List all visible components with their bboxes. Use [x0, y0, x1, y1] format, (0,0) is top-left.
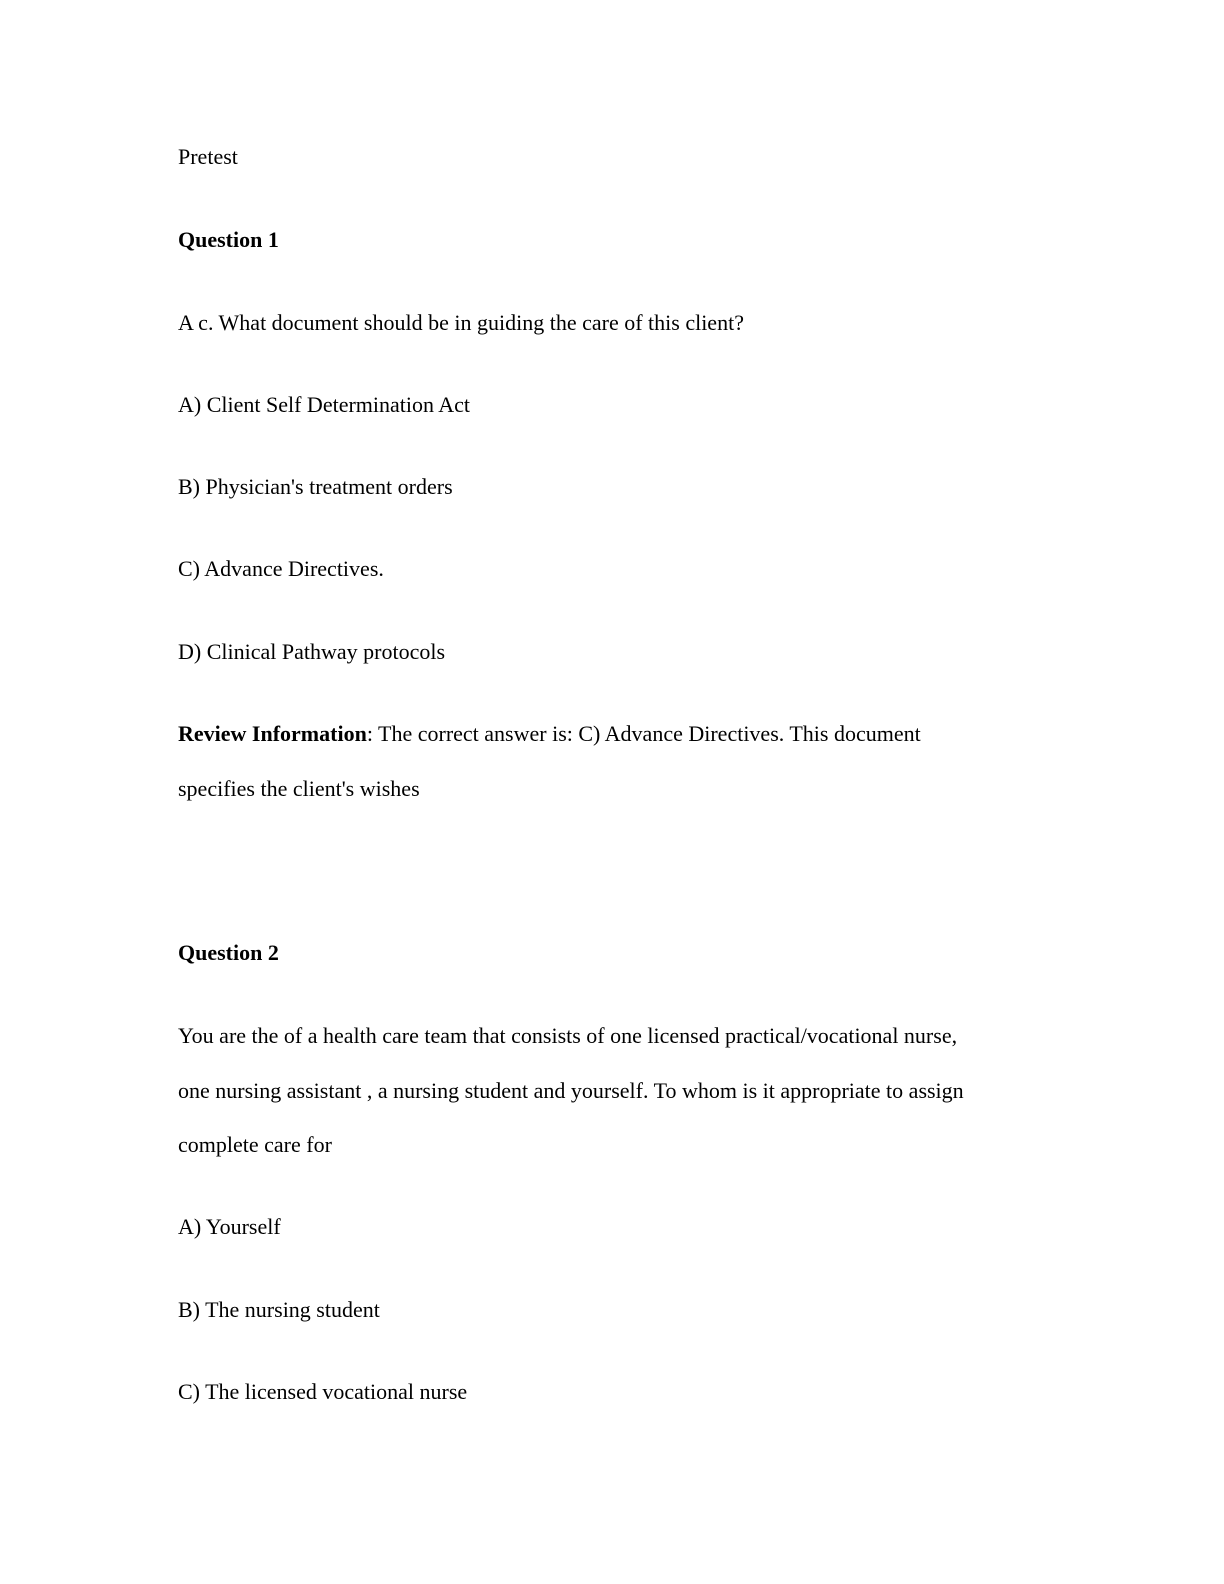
review-text-line1: : The correct answer is: C) Advance Directives. This document	[366, 721, 921, 746]
question-2-option-a: A) Yourself	[178, 1214, 281, 1239]
question-1-option-b: B) Physician's treatment orders	[178, 474, 453, 499]
question-2-option-b: B) The nursing student	[178, 1297, 380, 1322]
question-1-option-c: C) Advance Directives.	[178, 556, 384, 581]
question-2-option-c: C) The licensed vocational nurse	[178, 1379, 468, 1404]
question-2-heading: Question 2	[178, 940, 279, 965]
review-label: Review Information	[178, 721, 367, 746]
question-2-stem-line3: complete care for	[178, 1132, 332, 1157]
question-1-option-a: A) Client Self Determination Act	[178, 392, 471, 417]
question-2-stem-line1: You are the of a health care team that consists of one licensed practical/vocational nurse,	[178, 1023, 958, 1048]
document-title: Pretest	[178, 144, 238, 169]
question-1-stem: A c. What document should be in guiding the care of this client?	[178, 310, 744, 335]
question-1-review	[178, 720, 921, 748]
question-1-option-d: D) Clinical Pathway protocols	[178, 639, 446, 664]
question-2-stem-line2: one nursing assistant , a nursing student and yourself. To whom is it appropriate to assign	[178, 1078, 964, 1103]
question-1-heading: Question 1	[178, 227, 279, 252]
review-text-line2: specifies the client's wishes	[178, 776, 420, 801]
